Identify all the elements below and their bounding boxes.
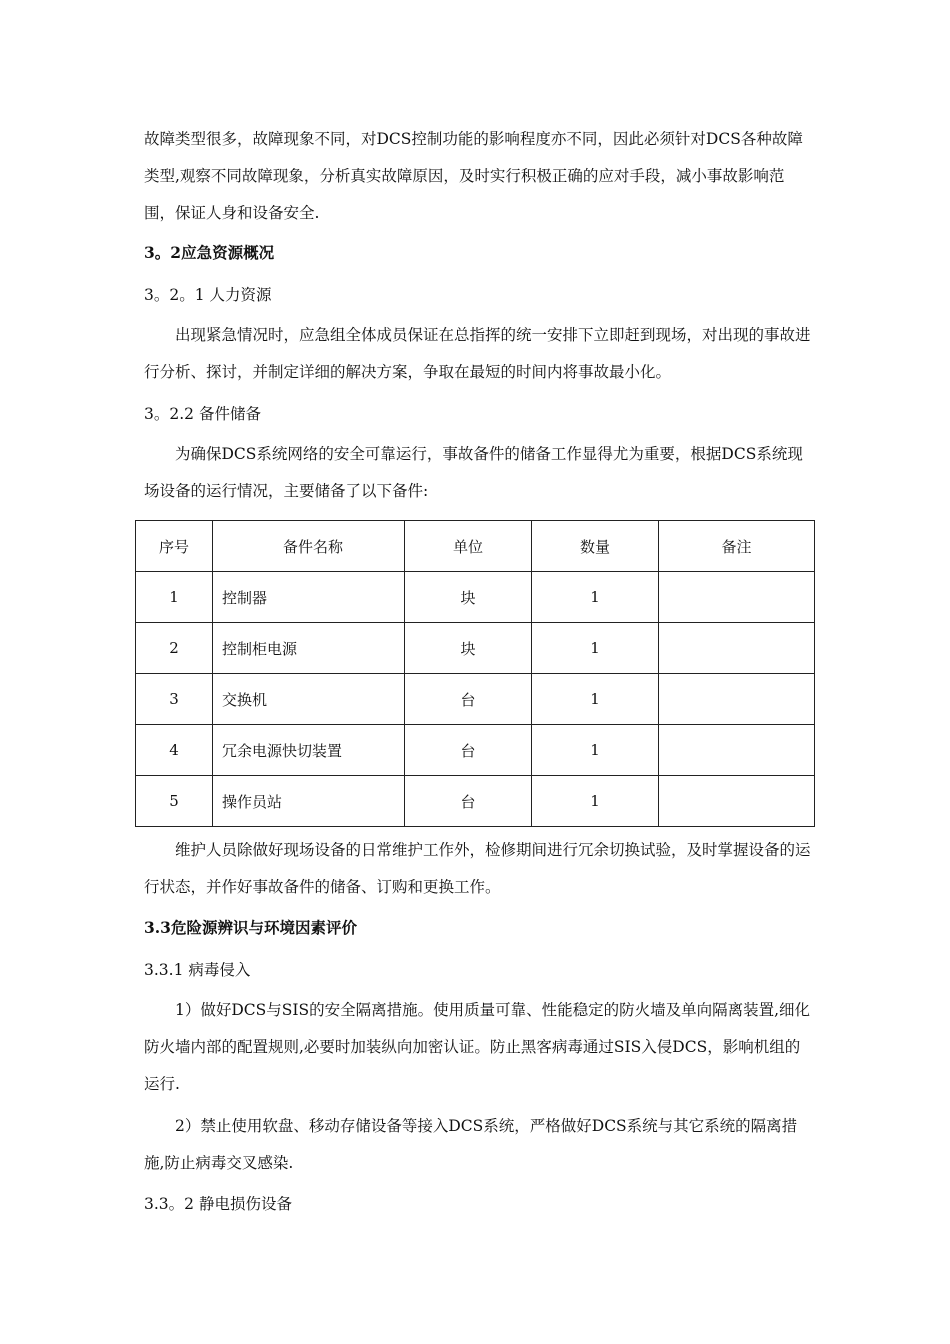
spares-table	[135, 520, 815, 827]
intro-paragraph: 故障类型很多，故障现象不同，对DCS控制功能的影响程度亦不同，因此必须针对DCS各种故障类型,观察不同故障现象，分析真实故障原因，及时实行积极正确的应对手段，减小事故影响范围，保证人身和设备安全.	[144, 130, 803, 222]
cell-name: 控制柜电源	[213, 623, 405, 674]
cell-note	[659, 725, 815, 776]
cell-name: 冗余电源快切装置	[213, 725, 405, 776]
cell-note	[659, 674, 815, 725]
header-name: 备件名称	[213, 521, 405, 572]
table-row	[136, 725, 815, 776]
cell-index: 3	[136, 674, 213, 725]
cell-quantity: 1	[532, 725, 659, 776]
table-row	[136, 572, 815, 623]
cell-index: 4	[136, 725, 213, 776]
cell-note	[659, 776, 815, 827]
section-3-3-1-heading: 3.3.1 病毒侵入	[144, 961, 251, 979]
cell-quantity: 1	[532, 674, 659, 725]
section-3-2-2-heading: 3。2.2 备件储备	[144, 405, 261, 423]
section-3-3-2-heading: 3.3。2 静电损伤设备	[144, 1195, 292, 1213]
cell-index: 2	[136, 623, 213, 674]
header-index: 序号	[136, 521, 213, 572]
cell-name: 控制器	[213, 572, 405, 623]
cell-unit: 台	[405, 674, 532, 725]
virus-measure-1: 1）做好DCS与SIS的安全隔离措施。使用质量可靠、性能稳定的防火墙及单向隔离装置,细化防火墙内部的配置规则,必要时加装纵向加密认证。防止黑客病毒通过SIS入侵DCS，影响机组的运行.	[144, 1001, 811, 1093]
cell-unit: 台	[405, 725, 532, 776]
cell-name: 操作员站	[213, 776, 405, 827]
header-note: 备注	[659, 521, 815, 572]
cell-quantity: 1	[532, 776, 659, 827]
section-3-2-1-text: 出现紧急情况时，应急组全体成员保证在总指挥的统一安排下立即赶到现场，对出现的事故进行分析、探讨，并制定详细的解决方案，争取在最短的时间内将事故最小化。	[144, 326, 811, 381]
section-3-3-heading: 3.3危险源辨识与环境因素评价	[144, 918, 357, 937]
cell-index: 1	[136, 572, 213, 623]
table-header-row	[136, 521, 815, 572]
section-3-2-heading: 3。2应急资源概况	[144, 243, 275, 262]
cell-name: 交换机	[213, 674, 405, 725]
cell-quantity: 1	[532, 623, 659, 674]
cell-unit: 台	[405, 776, 532, 827]
header-unit: 单位	[405, 521, 532, 572]
table-row	[136, 776, 815, 827]
cell-index: 5	[136, 776, 213, 827]
cell-unit: 块	[405, 572, 532, 623]
cell-note	[659, 572, 815, 623]
cell-note	[659, 623, 815, 674]
cell-quantity: 1	[532, 572, 659, 623]
header-quantity: 数量	[532, 521, 659, 572]
section-3-2-1-heading: 3。2。1 人力资源	[144, 286, 272, 304]
section-3-2-2-text: 为确保DCS系统网络的安全可靠运行，事故备件的储备工作显得尤为重要，根据DCS系统现场设备的运行情况，主要储备了以下备件:	[144, 445, 803, 500]
maintenance-paragraph: 维护人员除做好现场设备的日常维护工作外，检修期间进行冗余切换试验，及时掌握设备的运行状态，并作好事故备件的储备、订购和更换工作。	[144, 841, 811, 896]
table-row	[136, 674, 815, 725]
table-row	[136, 623, 815, 674]
virus-measure-2: 2）禁止使用软盘、移动存储设备等接入DCS系统，严格做好DCS系统与其它系统的隔离措施,防止病毒交叉感染.	[144, 1117, 798, 1172]
cell-unit: 块	[405, 623, 532, 674]
